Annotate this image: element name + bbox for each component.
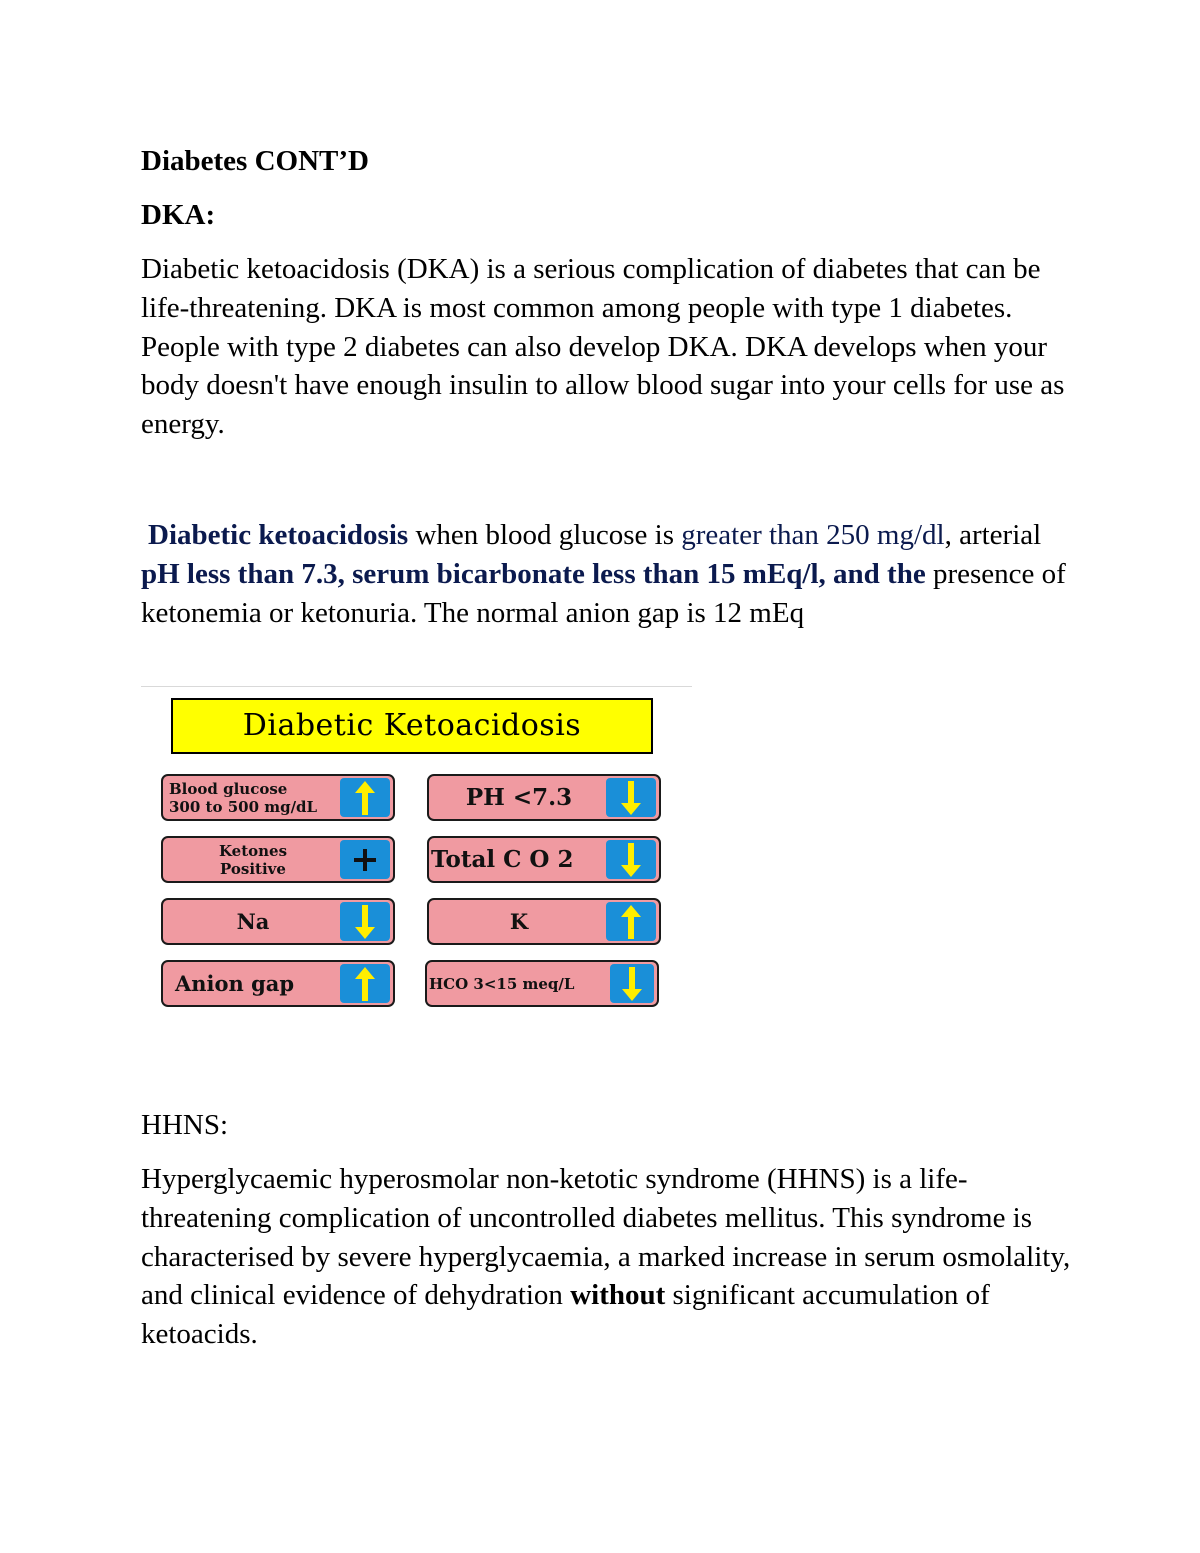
cell-label: [435, 900, 603, 943]
cell-bicarbonate: [425, 960, 659, 1007]
down-arrow-icon: [340, 902, 390, 941]
dka-infographic: [141, 688, 692, 1030]
hhns-text-2: significant accumulation of ketoacids.: [141, 1279, 990, 1351]
criteria-text-1: when blood glucose is: [408, 519, 682, 551]
dka-heading: DKA:: [141, 199, 216, 231]
cell-label: [169, 900, 337, 943]
cell-label-line1: K: [509, 908, 529, 934]
cell-label-line1: Na: [236, 908, 270, 934]
cell-label-line1: HCO 3<15 meq/L: [429, 974, 575, 993]
cell-label-line1: PH <7.3: [465, 783, 573, 811]
cell-label: [169, 838, 337, 881]
cell-label: [431, 838, 603, 881]
cell-label: [169, 776, 337, 819]
hhns-paragraph: [141, 1160, 1071, 1354]
hhns-emphasis: without: [570, 1279, 666, 1312]
cell-label-line1: Ketones: [218, 841, 288, 860]
cell-ph: [427, 774, 661, 821]
criteria-ph-bicarb: pH less than 7.3, serum bicarbonate less than 15 mEq/l, and the: [141, 557, 926, 590]
criteria-text-3: presence of ketonemia or ketonuria. The normal anion gap is 12 mEq: [141, 557, 1066, 629]
criteria-term: Diabetic ketoacidosis: [148, 519, 409, 551]
up-arrow-icon: [606, 902, 656, 941]
cell-label-line1: Anion gap: [175, 970, 295, 996]
hhns-heading: HHNS:: [141, 1109, 229, 1141]
up-arrow-icon: [340, 778, 390, 817]
cell-label-line1: Blood glucose: [169, 779, 288, 798]
cell-potassium: [427, 898, 661, 945]
dka-criteria-paragraph: [141, 516, 1071, 632]
plus-icon: [340, 840, 390, 879]
down-arrow-icon: [610, 964, 654, 1003]
up-arrow-icon: [340, 964, 390, 1003]
infographic-title: Diabetic Ketoacidosis: [171, 698, 653, 754]
cell-blood-glucose: [161, 774, 395, 821]
cell-label-line2: Positive: [220, 859, 286, 878]
criteria-text-2: , arterial: [944, 519, 1042, 551]
cell-label-line1: Total C O 2: [431, 845, 574, 873]
cell-label: [429, 962, 601, 1005]
cell-ketones: [161, 836, 395, 883]
down-arrow-icon: [606, 840, 656, 879]
dka-paragraph: Diabetic ketoacidosis (DKA) is a serious complication of diabetes that can be life-threatening. DKA is most common among people with type 1 diabetes. People with type 2 diabetes can also develop DKA. DKA develops when your body doesn't have enough insulin to allow blood sugar into your cells for use as energy.: [141, 253, 1065, 441]
cell-sodium: [161, 898, 395, 945]
cell-label: [435, 776, 603, 819]
cell-label: [175, 962, 337, 1005]
page-title: Diabetes CONT’D: [141, 145, 369, 177]
hhns-text-1: Hyperglycaemic hyperosmolar non-ketotic syndrome (HHNS) is a life-threatening complication of uncontrolled diabetes mellitus. This syndrome is characterised by severe hyperglycaemia, a marked increase in serum osmolality, and clinical evidence of dehydration: [141, 1163, 1071, 1312]
cell-label-line2: 300 to 500 mg/dL: [169, 797, 318, 816]
cell-anion-gap: [161, 960, 395, 1007]
criteria-glucose: greater than 250 mg/dl: [681, 519, 945, 551]
divider-line: [141, 686, 692, 687]
cell-total-co2: [427, 836, 661, 883]
down-arrow-icon: [606, 778, 656, 817]
